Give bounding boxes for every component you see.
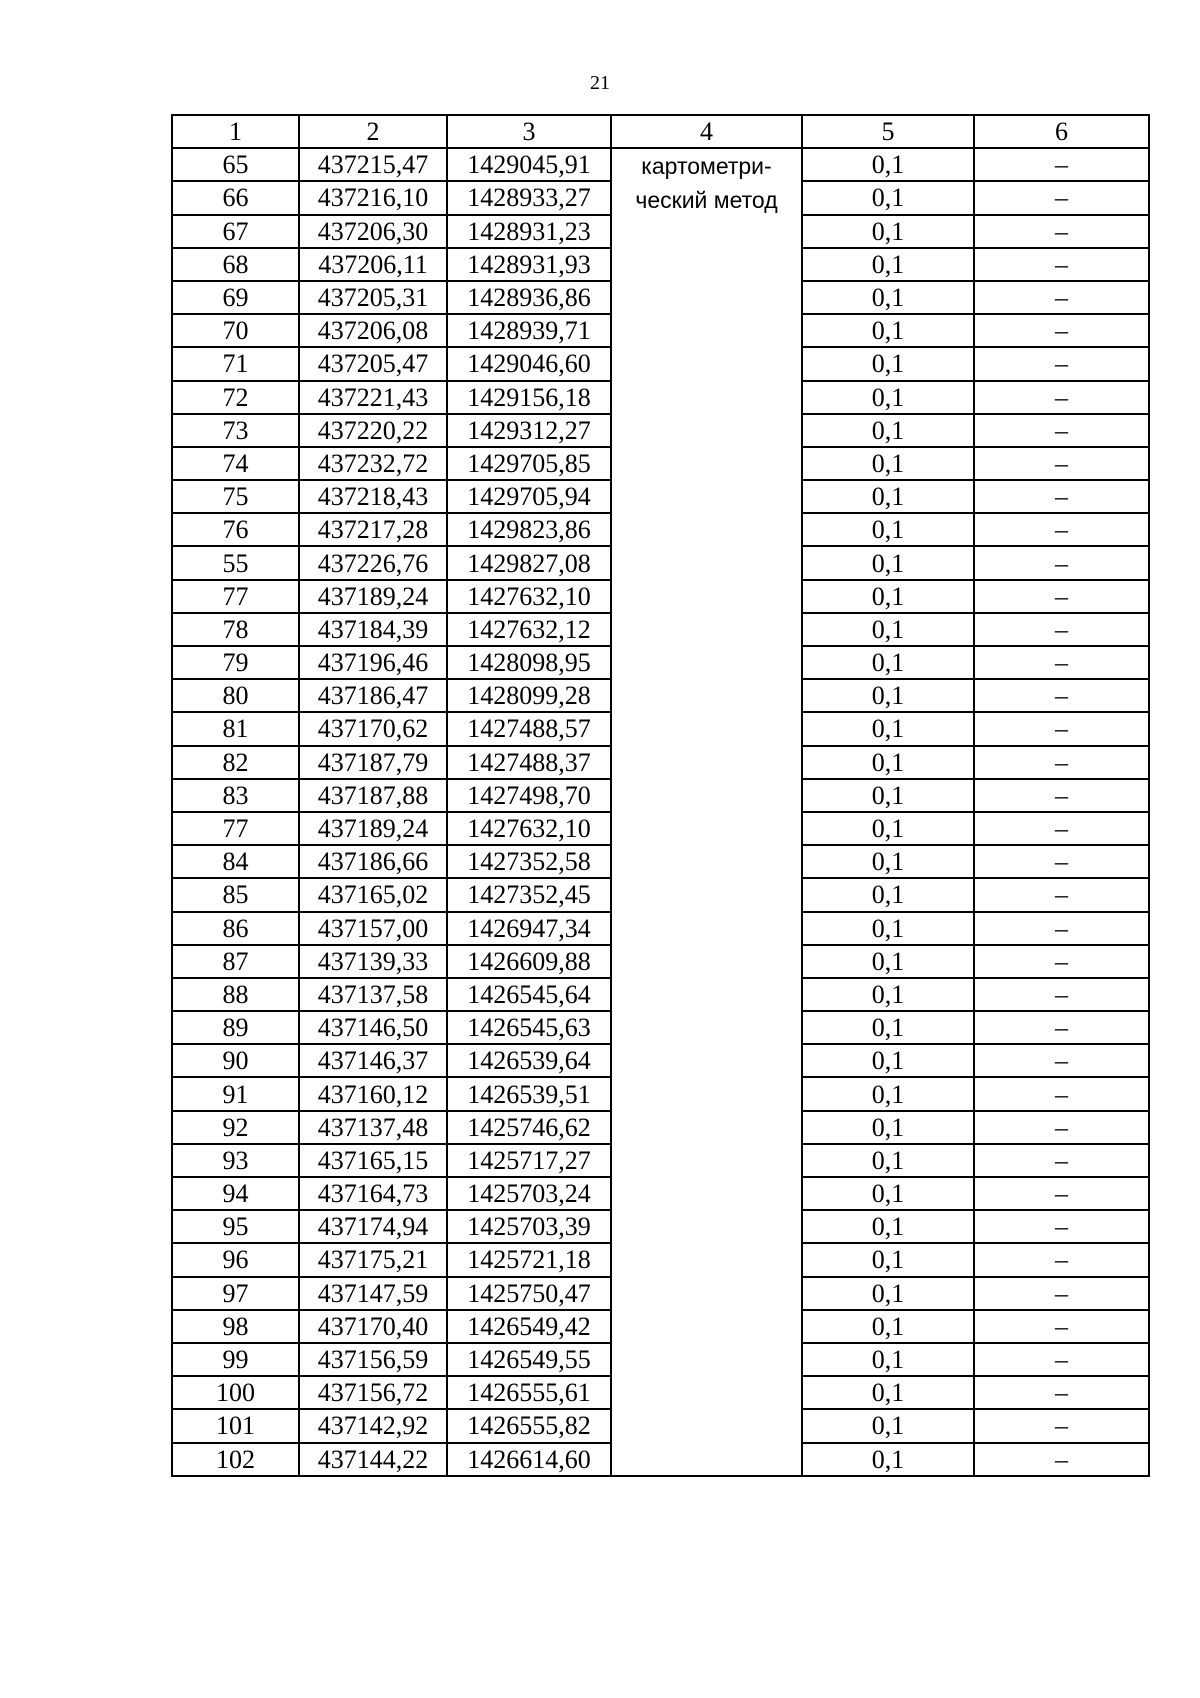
- y-coordinate-cell: 1426545,64: [447, 978, 611, 1011]
- note-cell: –: [974, 1044, 1149, 1077]
- y-coordinate-cell: 1425750,47: [447, 1277, 611, 1310]
- accuracy-cell: 0,1: [802, 1077, 974, 1110]
- accuracy-cell: 0,1: [802, 845, 974, 878]
- point-number-cell: 102: [172, 1443, 299, 1476]
- table-body: [172, 148, 1149, 1476]
- y-coordinate-cell: 1426549,55: [447, 1343, 611, 1376]
- accuracy-cell: 0,1: [802, 248, 974, 281]
- x-coordinate-cell: 437170,62: [299, 712, 447, 745]
- accuracy-cell: 0,1: [802, 1011, 974, 1044]
- y-coordinate-cell: 1428933,27: [447, 181, 611, 214]
- accuracy-cell: 0,1: [802, 1343, 974, 1376]
- accuracy-cell: 0,1: [802, 912, 974, 945]
- x-coordinate-cell: 437205,31: [299, 281, 447, 314]
- x-coordinate-cell: 437139,33: [299, 945, 447, 978]
- y-coordinate-cell: 1426549,42: [447, 1310, 611, 1343]
- point-number-cell: 73: [172, 414, 299, 447]
- x-coordinate-cell: 437189,24: [299, 580, 447, 613]
- x-coordinate-cell: 437137,58: [299, 978, 447, 1011]
- x-coordinate-cell: 437215,47: [299, 148, 447, 181]
- note-cell: –: [974, 1243, 1149, 1276]
- x-coordinate-cell: 437156,59: [299, 1343, 447, 1376]
- point-number-cell: 95: [172, 1210, 299, 1243]
- point-number-cell: 89: [172, 1011, 299, 1044]
- note-cell: –: [974, 1277, 1149, 1310]
- x-coordinate-cell: 437144,22: [299, 1443, 447, 1476]
- point-number-cell: 85: [172, 878, 299, 911]
- note-cell: –: [974, 1144, 1149, 1177]
- y-coordinate-cell: 1429827,08: [447, 546, 611, 579]
- y-coordinate-cell: 1428931,93: [447, 248, 611, 281]
- column-header: 3: [447, 115, 611, 148]
- point-number-cell: 100: [172, 1376, 299, 1409]
- y-coordinate-cell: 1427488,37: [447, 746, 611, 779]
- point-number-cell: 88: [172, 978, 299, 1011]
- column-header: 6: [974, 115, 1149, 148]
- point-number-cell: 93: [172, 1144, 299, 1177]
- point-number-cell: 81: [172, 712, 299, 745]
- x-coordinate-cell: 437184,39: [299, 613, 447, 646]
- note-cell: –: [974, 248, 1149, 281]
- accuracy-cell: 0,1: [802, 1277, 974, 1310]
- x-coordinate-cell: 437147,59: [299, 1277, 447, 1310]
- accuracy-cell: 0,1: [802, 1177, 974, 1210]
- note-cell: –: [974, 613, 1149, 646]
- y-coordinate-cell: 1428931,23: [447, 215, 611, 248]
- note-cell: –: [974, 1210, 1149, 1243]
- point-number-cell: 68: [172, 248, 299, 281]
- accuracy-cell: 0,1: [802, 1044, 974, 1077]
- note-cell: –: [974, 912, 1149, 945]
- point-number-cell: 83: [172, 779, 299, 812]
- x-coordinate-cell: 437175,21: [299, 1243, 447, 1276]
- x-coordinate-cell: 437189,24: [299, 812, 447, 845]
- note-cell: –: [974, 546, 1149, 579]
- point-number-cell: 94: [172, 1177, 299, 1210]
- point-number-cell: 72: [172, 381, 299, 414]
- accuracy-cell: 0,1: [802, 613, 974, 646]
- x-coordinate-cell: 437156,72: [299, 1376, 447, 1409]
- y-coordinate-cell: 1427632,10: [447, 812, 611, 845]
- y-coordinate-cell: 1425721,18: [447, 1243, 611, 1276]
- y-coordinate-cell: 1429312,27: [447, 414, 611, 447]
- y-coordinate-cell: 1426609,88: [447, 945, 611, 978]
- note-cell: –: [974, 414, 1149, 447]
- point-number-cell: 76: [172, 513, 299, 546]
- y-coordinate-cell: 1425703,24: [447, 1177, 611, 1210]
- x-coordinate-cell: 437146,37: [299, 1044, 447, 1077]
- x-coordinate-cell: 437187,79: [299, 746, 447, 779]
- note-cell: –: [974, 580, 1149, 613]
- accuracy-cell: 0,1: [802, 480, 974, 513]
- note-cell: –: [974, 779, 1149, 812]
- x-coordinate-cell: 437196,46: [299, 646, 447, 679]
- y-coordinate-cell: 1425703,39: [447, 1210, 611, 1243]
- accuracy-cell: 0,1: [802, 746, 974, 779]
- note-cell: –: [974, 1409, 1149, 1442]
- accuracy-cell: 0,1: [802, 148, 974, 181]
- y-coordinate-cell: 1426614,60: [447, 1443, 611, 1476]
- y-coordinate-cell: 1429045,91: [447, 148, 611, 181]
- accuracy-cell: 0,1: [802, 546, 974, 579]
- point-number-cell: 86: [172, 912, 299, 945]
- x-coordinate-cell: 437187,88: [299, 779, 447, 812]
- page-number: 21: [590, 72, 610, 94]
- point-number-cell: 65: [172, 148, 299, 181]
- accuracy-cell: 0,1: [802, 281, 974, 314]
- point-number-cell: 84: [172, 845, 299, 878]
- y-coordinate-cell: 1427632,12: [447, 613, 611, 646]
- x-coordinate-cell: 437217,28: [299, 513, 447, 546]
- coordinates-table: [171, 114, 1150, 1477]
- x-coordinate-cell: 437174,94: [299, 1210, 447, 1243]
- table-row: [172, 148, 1149, 181]
- note-cell: –: [974, 148, 1149, 181]
- y-coordinate-cell: 1427352,45: [447, 878, 611, 911]
- column-header: 1: [172, 115, 299, 148]
- point-number-cell: 74: [172, 447, 299, 480]
- method-cell: картометри- ческий метод: [611, 148, 802, 1476]
- accuracy-cell: 0,1: [802, 1210, 974, 1243]
- point-number-cell: 98: [172, 1310, 299, 1343]
- point-number-cell: 99: [172, 1343, 299, 1376]
- x-coordinate-cell: 437137,48: [299, 1111, 447, 1144]
- point-number-cell: 66: [172, 181, 299, 214]
- y-coordinate-cell: 1429046,60: [447, 347, 611, 380]
- note-cell: –: [974, 1443, 1149, 1476]
- x-coordinate-cell: 437146,50: [299, 1011, 447, 1044]
- y-coordinate-cell: 1428936,86: [447, 281, 611, 314]
- point-number-cell: 97: [172, 1277, 299, 1310]
- note-cell: –: [974, 679, 1149, 712]
- note-cell: –: [974, 1111, 1149, 1144]
- y-coordinate-cell: 1426539,51: [447, 1077, 611, 1110]
- note-cell: –: [974, 746, 1149, 779]
- x-coordinate-cell: 437206,08: [299, 314, 447, 347]
- x-coordinate-cell: 437216,10: [299, 181, 447, 214]
- point-number-cell: 87: [172, 945, 299, 978]
- note-cell: –: [974, 347, 1149, 380]
- accuracy-cell: 0,1: [802, 1243, 974, 1276]
- x-coordinate-cell: 437218,43: [299, 480, 447, 513]
- header-row: [172, 115, 1149, 148]
- accuracy-cell: 0,1: [802, 1409, 974, 1442]
- note-cell: –: [974, 1011, 1149, 1044]
- note-cell: –: [974, 1177, 1149, 1210]
- accuracy-cell: 0,1: [802, 978, 974, 1011]
- point-number-cell: 75: [172, 480, 299, 513]
- point-number-cell: 90: [172, 1044, 299, 1077]
- x-coordinate-cell: 437170,40: [299, 1310, 447, 1343]
- accuracy-cell: 0,1: [802, 878, 974, 911]
- accuracy-cell: 0,1: [802, 1443, 974, 1476]
- accuracy-cell: 0,1: [802, 347, 974, 380]
- y-coordinate-cell: 1426947,34: [447, 912, 611, 945]
- accuracy-cell: 0,1: [802, 1310, 974, 1343]
- accuracy-cell: 0,1: [802, 679, 974, 712]
- x-coordinate-cell: 437206,11: [299, 248, 447, 281]
- x-coordinate-cell: 437165,15: [299, 1144, 447, 1177]
- note-cell: –: [974, 945, 1149, 978]
- x-coordinate-cell: 437205,47: [299, 347, 447, 380]
- x-coordinate-cell: 437232,72: [299, 447, 447, 480]
- accuracy-cell: 0,1: [802, 381, 974, 414]
- note-cell: –: [974, 281, 1149, 314]
- y-coordinate-cell: 1429156,18: [447, 381, 611, 414]
- note-cell: –: [974, 1077, 1149, 1110]
- y-coordinate-cell: 1429705,85: [447, 447, 611, 480]
- x-coordinate-cell: 437221,43: [299, 381, 447, 414]
- y-coordinate-cell: 1427632,10: [447, 580, 611, 613]
- accuracy-cell: 0,1: [802, 1144, 974, 1177]
- y-coordinate-cell: 1428098,95: [447, 646, 611, 679]
- column-header: 2: [299, 115, 447, 148]
- x-coordinate-cell: 437206,30: [299, 215, 447, 248]
- x-coordinate-cell: 437220,22: [299, 414, 447, 447]
- accuracy-cell: 0,1: [802, 215, 974, 248]
- point-number-cell: 70: [172, 314, 299, 347]
- note-cell: –: [974, 381, 1149, 414]
- y-coordinate-cell: 1427498,70: [447, 779, 611, 812]
- note-cell: –: [974, 1310, 1149, 1343]
- y-coordinate-cell: 1426539,64: [447, 1044, 611, 1077]
- y-coordinate-cell: 1426555,82: [447, 1409, 611, 1442]
- point-number-cell: 55: [172, 546, 299, 579]
- x-coordinate-cell: 437164,73: [299, 1177, 447, 1210]
- point-number-cell: 67: [172, 215, 299, 248]
- x-coordinate-cell: 437186,47: [299, 679, 447, 712]
- y-coordinate-cell: 1429705,94: [447, 480, 611, 513]
- y-coordinate-cell: 1427488,57: [447, 712, 611, 745]
- note-cell: –: [974, 1376, 1149, 1409]
- point-number-cell: 82: [172, 746, 299, 779]
- note-cell: –: [974, 314, 1149, 347]
- note-cell: –: [974, 215, 1149, 248]
- accuracy-cell: 0,1: [802, 812, 974, 845]
- accuracy-cell: 0,1: [802, 712, 974, 745]
- y-coordinate-cell: 1428099,28: [447, 679, 611, 712]
- note-cell: –: [974, 712, 1149, 745]
- y-coordinate-cell: 1427352,58: [447, 845, 611, 878]
- column-header: 4: [611, 115, 802, 148]
- note-cell: –: [974, 878, 1149, 911]
- accuracy-cell: 0,1: [802, 580, 974, 613]
- x-coordinate-cell: 437186,66: [299, 845, 447, 878]
- accuracy-cell: 0,1: [802, 646, 974, 679]
- point-number-cell: 80: [172, 679, 299, 712]
- point-number-cell: 77: [172, 812, 299, 845]
- x-coordinate-cell: 437226,76: [299, 546, 447, 579]
- note-cell: –: [974, 845, 1149, 878]
- note-cell: –: [974, 513, 1149, 546]
- column-header: 5: [802, 115, 974, 148]
- point-number-cell: 96: [172, 1243, 299, 1276]
- x-coordinate-cell: 437142,92: [299, 1409, 447, 1442]
- note-cell: –: [974, 447, 1149, 480]
- point-number-cell: 71: [172, 347, 299, 380]
- y-coordinate-cell: 1426555,61: [447, 1376, 611, 1409]
- point-number-cell: 79: [172, 646, 299, 679]
- point-number-cell: 101: [172, 1409, 299, 1442]
- accuracy-cell: 0,1: [802, 314, 974, 347]
- x-coordinate-cell: 437165,02: [299, 878, 447, 911]
- x-coordinate-cell: 437160,12: [299, 1077, 447, 1110]
- accuracy-cell: 0,1: [802, 513, 974, 546]
- point-number-cell: 78: [172, 613, 299, 646]
- y-coordinate-cell: 1426545,63: [447, 1011, 611, 1044]
- accuracy-cell: 0,1: [802, 447, 974, 480]
- point-number-cell: 77: [172, 580, 299, 613]
- point-number-cell: 92: [172, 1111, 299, 1144]
- accuracy-cell: 0,1: [802, 1111, 974, 1144]
- accuracy-cell: 0,1: [802, 945, 974, 978]
- note-cell: –: [974, 978, 1149, 1011]
- point-number-cell: 91: [172, 1077, 299, 1110]
- y-coordinate-cell: 1428939,71: [447, 314, 611, 347]
- note-cell: –: [974, 480, 1149, 513]
- note-cell: –: [974, 812, 1149, 845]
- y-coordinate-cell: 1425746,62: [447, 1111, 611, 1144]
- accuracy-cell: 0,1: [802, 779, 974, 812]
- accuracy-cell: 0,1: [802, 414, 974, 447]
- accuracy-cell: 0,1: [802, 1376, 974, 1409]
- y-coordinate-cell: 1429823,86: [447, 513, 611, 546]
- note-cell: –: [974, 646, 1149, 679]
- y-coordinate-cell: 1425717,27: [447, 1144, 611, 1177]
- x-coordinate-cell: 437157,00: [299, 912, 447, 945]
- note-cell: –: [974, 1343, 1149, 1376]
- note-cell: –: [974, 181, 1149, 214]
- point-number-cell: 69: [172, 281, 299, 314]
- accuracy-cell: 0,1: [802, 181, 974, 214]
